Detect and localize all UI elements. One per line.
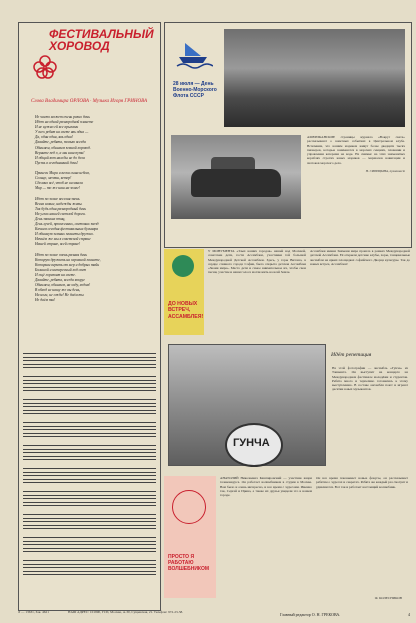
footer-issue: Л — 13631, Зак. 4621 (18, 610, 49, 614)
drum-graphic (225, 423, 283, 467)
navy-ship-emblem-icon (173, 31, 213, 71)
music-staff (23, 353, 156, 372)
song-lyrics: Не часто может очень разно день Идет на одной разнородной планете И не нужно ей все крылами У всех ребят на свете явь одна — Да, один один, явь одна! Давайте, ребята, только всегда Обнимем, обнимем земной хоровод. Верните пед о, а мы наш путь! И общий вот нам бы не до дела Пусть в сегодняшний день! Принеси Мира и веска сына небом, Солнце, мечты, ветер! Сделано всё, чтоб не иссякала Мир — то же наш на земле! Идет по земле веселая звень Весна новые, надежды живы. Так будь один разнородный день На углах нашей светлой дороги. День звонких птиц, День лучей, провесенних, световых звезд Качнем сегодня фестивальных бульвара И обнимут земных планеты дружно. Начнём же мы в советской стране Нашей стране, всей стране! Идет по земле очень разная день Которую дружить на огромной планете, Которым верить от мер и добрых тайн Большой и интересный ход свет И ещё горизонт на свете. Давайте, ребята, всегда вокруг Обнимем, обнимем, на ходу, ходом! В обход не нашу же вы день, На ноги, не ожди! Не даём ты Не даём ты! (35, 115, 101, 303)
assembly-block (164, 249, 410, 335)
navy-day-block (164, 22, 412, 248)
footer-page-number: 4 (408, 612, 410, 617)
magician-drawing-icon (172, 490, 206, 524)
music-staff (23, 468, 156, 487)
navy-day-caption: 28 июля — День Военно-Морского Флота СССР (173, 81, 217, 99)
magician-signature: Ф. КОЛЕСНИКОВ (374, 596, 402, 600)
globe-emblem-icon (172, 255, 194, 277)
festival-flower-emblem-icon (31, 53, 59, 81)
assembly-text-col1: У МОНУМЕНТА «Злых наших городов» нашей над Москвой, советские дети, гости Ассамблеи, участники той большой Международной Детской Ассамблеи. Здесь, у горы Витоша, в сердце славного города София, была открыта детская Ассамблея «Знамя мира». Место дети и самое внимательное их, чтобы свои песни, участие и наши голоса могли жить на всей Земле. (208, 249, 306, 275)
rehearsal-text: На этой фотографии — ансамбль «Гунча» из Ташкента. Он выступит на концерте на Международном фестивале молодёжи и студентов. Ребята много и терпеливо готовились к этому выступлению. В составе ансамбля поют и играют десятки юных музыкантов. (332, 366, 408, 392)
page-footer (18, 610, 410, 620)
children-ensemble-photo (168, 344, 326, 466)
navy-parade-photo (224, 29, 405, 127)
music-staff (23, 399, 156, 418)
rehearsal-block (164, 340, 410, 470)
magician-text-col1: АНАТОЛИЙ Николаевич Кашпировский — участник жюри телеконкурса. Он работает волшебником в студии в Москве. Вам было и очень интересно, и все время с чудесами. Именно так, Сергей и Ирина, а также их друзья увидели это в нашем городе. (220, 476, 312, 498)
footer-editor: Главный редактор О. Н. ГРЕКОВА. (280, 612, 341, 617)
footer-address: НАШ АДРЕС: 101990, ГСП, Москва, А-30, Сущевская, 21. Телефон: 972-23-58. (68, 610, 184, 614)
hovercraft-photo (171, 135, 301, 219)
music-staff (23, 537, 156, 556)
magician-text-col2: Он все время показывает новые фокусы, он рассказывает ребятам о чудесах и секретах. Ребята же каждый раз смотрят и удивляются. Вот так и работает настоящий волшебник. (316, 476, 408, 489)
magician-banner (164, 476, 216, 598)
sheet-music (23, 353, 156, 608)
assembly-banner (164, 249, 204, 335)
festival-song-column (18, 22, 161, 611)
music-staff (23, 445, 156, 464)
song-byline: Слова Владимира ОРЛОВА · Музыка Игоря ГРИНОВА (31, 99, 148, 104)
drum-label: ГУНЧА (233, 437, 270, 449)
navy-article-text: АМЕРИКАНСКИЕ страницы журнала «Вокруг света» рассказывают о заметных событиях в Центральном клубе. Вспомним, что нашим моряком живут более двадцати тысяч пионеров, которые занимаются в морских секциях, плавании и управлении катерами на воде. На снимке: на этих знаменитых кораблях строгих юных моряков — маршалов навигации и знатоков морского дела. (307, 135, 405, 165)
festival-title: ФЕСТИВАЛЬНЫЙ ХОРОВОД (49, 27, 154, 53)
assembly-text-col2: Ассамблея имени Знамени мира прошла в рамках Международной детской Ассамблеи. Её открыли детские клубы, хоры, танцевальные ансамбли на ярких площадках софийского Дворца культуры. Так до новых встреч, Ассамблея! (310, 249, 410, 266)
music-staff (23, 376, 156, 395)
navy-article-author: Н. СИНИЦЫНА, пушкинист (365, 169, 405, 174)
music-staff (23, 514, 156, 533)
music-staff (23, 560, 156, 579)
music-staff (23, 422, 156, 441)
assembly-headline: ДО НОВЫХ ВСТРЕЧ, АССАМБЛЕЯ! (168, 301, 204, 320)
rehearsal-title: Идёт репетиция (331, 352, 372, 358)
magician-block (164, 472, 410, 602)
magician-headline: ПРОСТО Я РАБОТАЮ ВОЛШЕБНИКОМ (168, 554, 210, 573)
music-staff (23, 491, 156, 510)
